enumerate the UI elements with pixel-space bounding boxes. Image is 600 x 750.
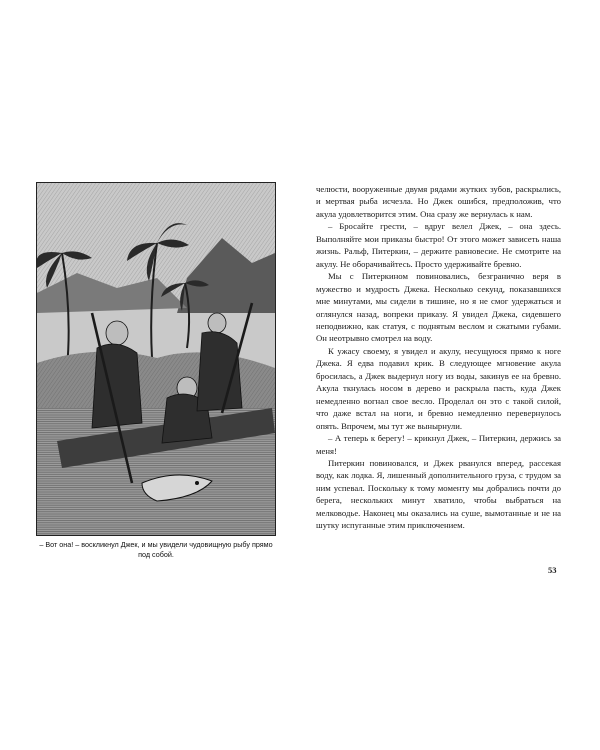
page-number: 53 (548, 565, 557, 575)
illustration-engraving (36, 182, 276, 536)
paragraph: Мы с Питеркином повиновались, безгранично веря в мужество и мудрость Джека. Несколько секунд, показавшихся мне минутами, мы сидели в тишине, но я не смог удержаться и оглянулся назад, вопреки приказу. Я увидел Джека, сидевшего неподвижно, как статуя, с поднятым веслом и сжатыми губами. Он неотрывно смотрел на воду. (316, 271, 561, 344)
paragraph: Питеркин повиновался, и Джек рванулся вперед, рассекая воду, как лодка. Я, лишенный дополнительного груза, с трудом за ним успевал. Поскольку к тому моменту мы добрались почти до берега, нескольких минут хватило, чтобы выбраться на мелководье. Наконец мы оказались на суше, вымотанные и не на шутку испуганные этим приключением. (316, 457, 561, 531)
paragraph: – Бросайте грести, – вдруг велел Джек, – она здесь. Выполняйте мои приказы быстро! От этого может зависеть наша жизнь. Ральф, Питеркин, – держите равновесие. Не смотрите на акулу. Не оборачивайтесь. Просто удерживайте бревно. (316, 221, 561, 269)
paragraph: – А теперь к берегу! – крикнул Джек, – Питеркин, держись за меня! (316, 433, 561, 456)
paragraph: челюсти, вооруженные двумя рядами жутких зубов, раскрылись, и мертвая рыба исчезла. Но Джек ошибся, предположив, что акула удовлетворится этим. Она сразу же вернулась к нам. (316, 184, 561, 219)
illustration-caption: – Вот она! – воскликнул Джек, и мы увидели чудовищную рыбу прямо под собой. (39, 540, 273, 559)
paragraph: К ужасу своему, я увидел и акулу, несущуюся прямо к ноге Джека. Я едва подавил крик. В следующее мгновение акула бросилась, а Джек выдернул ногу из воды, закинув ее на бревно. Акула ткнулась носом в дерево и раскрыла пасть, куда Джек немедленно вогнал свое весло. Проделал он это с такой силой, что даже встал на ноги, и бревно немедленно перевернулось опять. Впрочем, мы тут же вынырнули. (316, 345, 561, 431)
text-column (316, 183, 561, 532)
